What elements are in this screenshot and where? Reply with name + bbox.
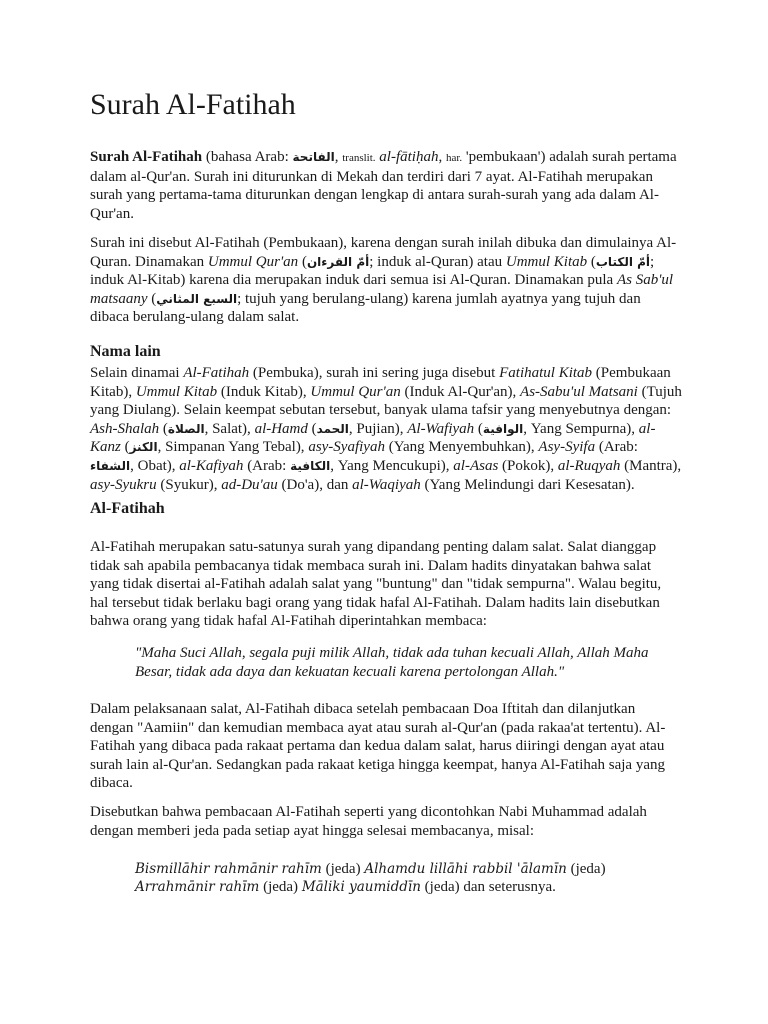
italic-term: As Sab'ul matsaany [90, 272, 674, 307]
text-segment: ; induk Al-Kitab) karena dia merupakan induk dari semua isi Al-Quran. Dinamakan pula [90, 253, 655, 289]
italic-term: al-Waqiyah [352, 476, 421, 493]
italic-term: al-Hamd [254, 420, 308, 437]
text-segment: (Induk Kitab), [217, 383, 311, 400]
arabic-term: السبع المثاني [156, 291, 238, 306]
italic-term: Asy-Syifa [538, 439, 596, 456]
arabic-term: الكنز [129, 440, 158, 455]
text-segment: , Yang Mencukupi), [330, 457, 454, 474]
italic-term: Ummul Qur'an [207, 253, 299, 270]
text-segment: ( [120, 439, 130, 456]
naming-paragraph [90, 234, 682, 327]
text-segment: (jeda) [566, 861, 606, 877]
text-segment: 'pembukaan') adalah surah pertama dalam al-Qur'an. Surah ini diturunkan di Mekah dan terdiri dari 7 ayat. Al-Fatihah merupakan surah yang pertama-tama diturunkan dengan lengkap di antara surah-surah yang ada dalam Al-Qur'an. [90, 149, 677, 222]
text-segment: ( [147, 290, 157, 307]
italic-term: asy-Syukru [90, 476, 157, 493]
italic-term: Al-Wafiyah [407, 420, 475, 437]
text-segment: (Pokok), [498, 457, 558, 474]
text-segment: (jeda) dan seterusnya. [420, 879, 556, 895]
italic-term: Arrahmānir rahīm [135, 879, 260, 895]
text-segment: (bahasa Arab: [202, 149, 293, 165]
recitation-quote [135, 860, 655, 896]
bold-term: Surah Al-Fatihah [90, 149, 203, 165]
text-segment: Surah ini disebut Al-Fatihah (Pembukaan), karena dengan surah inilah dibuka dan dimulainya Al-Quran. Dinamakan [90, 235, 677, 270]
text-segment: (Pembukaan Kitab), [90, 365, 671, 400]
italic-term: al-Asas [453, 457, 499, 474]
text-segment: (Yang Melindungi dari Kesesatan). [420, 476, 635, 493]
text-segment: , Salat), [204, 420, 255, 437]
text-segment: (Do'a), dan [277, 476, 353, 493]
other-names-paragraph [90, 364, 682, 494]
italic-term: al-Ruqyah [557, 457, 621, 474]
italic-term: Al-Fatihah [183, 365, 250, 381]
text-segment: ( [307, 420, 317, 437]
italic-term: asy-Syafiyah [308, 439, 385, 456]
arabic-term: الوافية [482, 421, 524, 436]
pause-paragraph [90, 803, 682, 840]
text-segment: (Yang Menyembuhkan), [384, 439, 539, 456]
text-segment: Selain dinamai [90, 365, 184, 381]
text-segment: , Pujian), [348, 420, 408, 437]
italic-term: Bismillāhir rahmānir rahīm [135, 861, 322, 877]
text-segment: ( [587, 253, 596, 270]
italic-term: Ummul Qur'an [310, 383, 401, 400]
page-title: Surah Al-Fatihah [90, 88, 296, 121]
text-segment: ( [474, 420, 483, 437]
text-segment: Dalam pelaksanaan salat, Al-Fatihah dibaca setelah pembacaan Doa Iftitah dan dilanjutkan dengan "Aamiin" dan kemudian membaca ayat atau surah al-Qur'an (pada rakaa'at tertentu). Al-Fatihah yang dibaca pada rakaat pertama dan kedua dalam salat, harus diiringi dengan ayat atau surah lain al-Qur'an. Sedangkan pada rakaat ketiga hingga keempat, hanya Al-Fatihah saja yang dibaca. [90, 701, 666, 792]
text-segment: , Simpanan Yang Tebal), [157, 439, 309, 456]
heading-nama-lain: Nama lain [90, 343, 161, 360]
intro-paragraph [90, 148, 682, 223]
text-segment: (Tujuh yang Diulang). Selain keempat sebutan tersebut, banyak ulama tafsir yang menyebutnya dengan: [90, 383, 682, 419]
text-segment: ( [298, 253, 307, 270]
text-segment: , [334, 149, 343, 165]
text-segment: translit. [342, 152, 376, 164]
italic-term: Ummul Kitab [505, 253, 588, 270]
italic-term: Fatihatul Kitab [499, 365, 593, 381]
italic-term: al-Kafiyah [179, 457, 244, 474]
text-segment: (jeda) [259, 879, 302, 895]
text-segment: (Induk Al-Qur'an), [400, 383, 521, 400]
text-segment: (Arab: [595, 439, 638, 456]
italic-term: ad-Du'au [221, 476, 278, 493]
arabic-term: الكافية [290, 458, 331, 473]
text-segment: (Syukur), [156, 476, 222, 493]
arabic-term: الحمد [316, 421, 349, 436]
italic-term: As-Sabu'ul Matsani [520, 383, 638, 400]
text-segment: (Pembuka), surah ini sering juga disebut [249, 365, 500, 381]
text-segment: Al-Fatihah merupakan satu-satunya surah yang dipandang penting dalam salat. Salat dianggap tidak sah apabila pembacanya tidak membaca surah ini. Dalam hadits dinyatakan bahwa salat yang tidak disertai al-Fatihah adalah salat yang "buntung" dan "tidak sempurna". Walau begitu, hal tersebut tidak berlaku bagi orang yang tidak hafal Al-Fatihah. Dalam hadits lain disebutkan bahwa orang yang tidak hafal Al-Fatihah diperintahkan membaca: [90, 539, 662, 630]
italic-term: al-Kanz [90, 420, 656, 456]
italic-term: Alhamdu lillāhi rabbil 'ālamīn [364, 861, 567, 877]
importance-paragraph [90, 538, 682, 631]
practice-paragraph [90, 700, 682, 793]
text-segment: "Maha Suci Allah, segala puji milik Allah, tidak ada tuhan kecuali Allah, Allah Maha Besar, tidak ada daya dan kekuatan kecuali karena pertolongan Allah." [135, 645, 649, 680]
text-segment: (Arab: [243, 457, 291, 474]
prayer-quote [135, 644, 655, 681]
arabic-term: أمّ القرءان [306, 254, 370, 269]
text-segment: ; induk al-Quran) atau [369, 253, 506, 270]
arabic-term: الصلاة [167, 421, 205, 436]
italic-term: Ash-Shalah [90, 420, 160, 437]
text-segment: (jeda) [321, 861, 365, 877]
arabic-term: أمّ الكتاب [595, 254, 651, 269]
text-segment: , Obat), [130, 457, 180, 474]
heading-al-fatihah: Al-Fatihah [90, 500, 165, 517]
arabic-term: الفاتحة [292, 150, 335, 164]
text-segment: ; tujuh yang berulang-ulang) karena jumlah ayatnya yang tujuh dan dibaca berulang-ulang dalam salat. [90, 290, 641, 326]
arabic-term: الشفاء [90, 458, 131, 473]
italic-term: Ummul Kitab [135, 383, 218, 400]
text-segment: , Yang Sempurna), [523, 420, 639, 437]
text-segment: (Mantra), [620, 457, 682, 474]
text-segment: ( [159, 420, 168, 437]
text-segment: , [438, 149, 446, 165]
text-segment: Disebutkan bahwa pembacaan Al-Fatihah seperti yang dicontohkan Nabi Muhammad adalah dengan memberi jeda pada setiap ayat hingga selesai membacanya, misal: [90, 804, 647, 839]
text-segment: har. [445, 152, 463, 164]
italic-term: Māliki yaumiddīn [301, 879, 421, 895]
italic-term: al-fātiḥah [379, 149, 439, 165]
